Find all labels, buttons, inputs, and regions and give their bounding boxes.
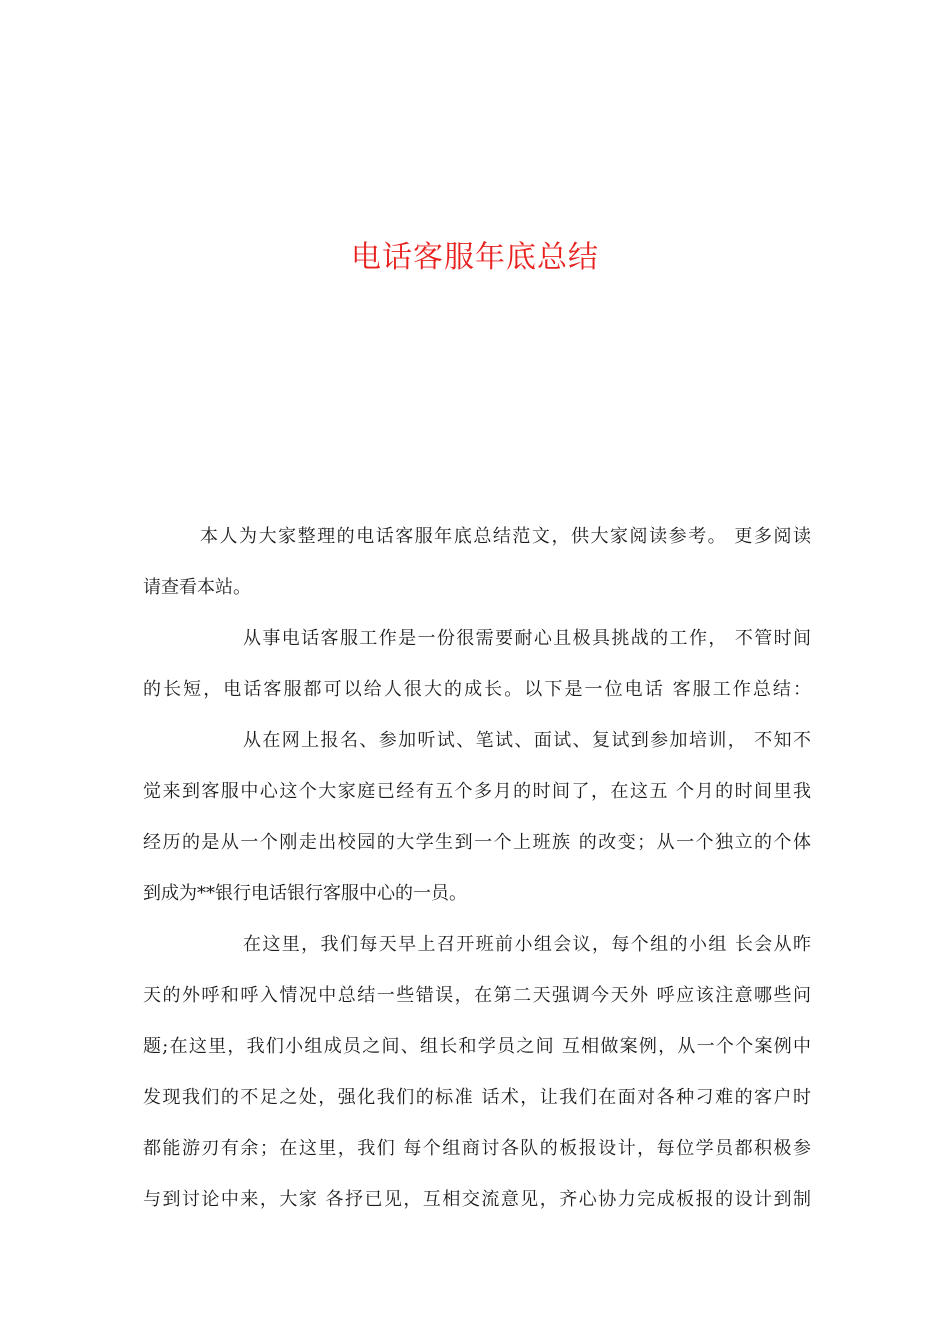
document-title: 电话客服年底总结 (351, 240, 599, 275)
text-line: 本人为大家整理的电话客服年底总结范文，供大家阅读参考。 更多阅读 (200, 526, 811, 547)
text-line: 发现我们的不足之处，强化我们的标准 话术，让我们在面对各种刁难的客户时 (143, 1087, 811, 1108)
text-line: 从在网上报名、参加听试、笔试、面试、复试到参加培训， 不知不 (243, 730, 811, 751)
text-line: 与到讨论中来，大家 各抒已见，互相交流意见，齐心协力完成板报的设计到制 (143, 1189, 811, 1210)
text-line: 题;在这里，我们小组成员之间、组长和学员之间 互相做案例，从一个个案例中 (143, 1036, 811, 1057)
text-line: 天的外呼和呼入情况中总结一些错误，在第二天强调今天外 呼应该注意哪些问 (143, 985, 811, 1006)
text-line: 到成为**银行电话银行客服中心的一员。 (143, 883, 467, 904)
document-body (143, 511, 811, 1225)
text-line: 觉来到客服中心这个大家庭已经有五个多月的时间了，在这五 个月的时间里我 (143, 781, 811, 802)
text-line: 在这里，我们每天早上召开班前小组会议，每个组的小组 长会从昨 (243, 934, 811, 955)
text-line: 请查看本站。 (143, 577, 251, 598)
text-line: 的长短，电话客服都可以给人很大的成长。以下是一位电话 客服工作总结： (143, 679, 811, 700)
text-line: 从事电话客服工作是一份很需要耐心且极具挑战的工作， 不管时间 (243, 628, 811, 649)
text-line: 都能游刃有余；在这里，我们 每个组商讨各队的板报设计，每位学员都积极参 (143, 1138, 811, 1159)
text-line: 经历的是从一个刚走出校园的大学生到一个上班族 的改变；从一个独立的个体 (143, 832, 811, 853)
